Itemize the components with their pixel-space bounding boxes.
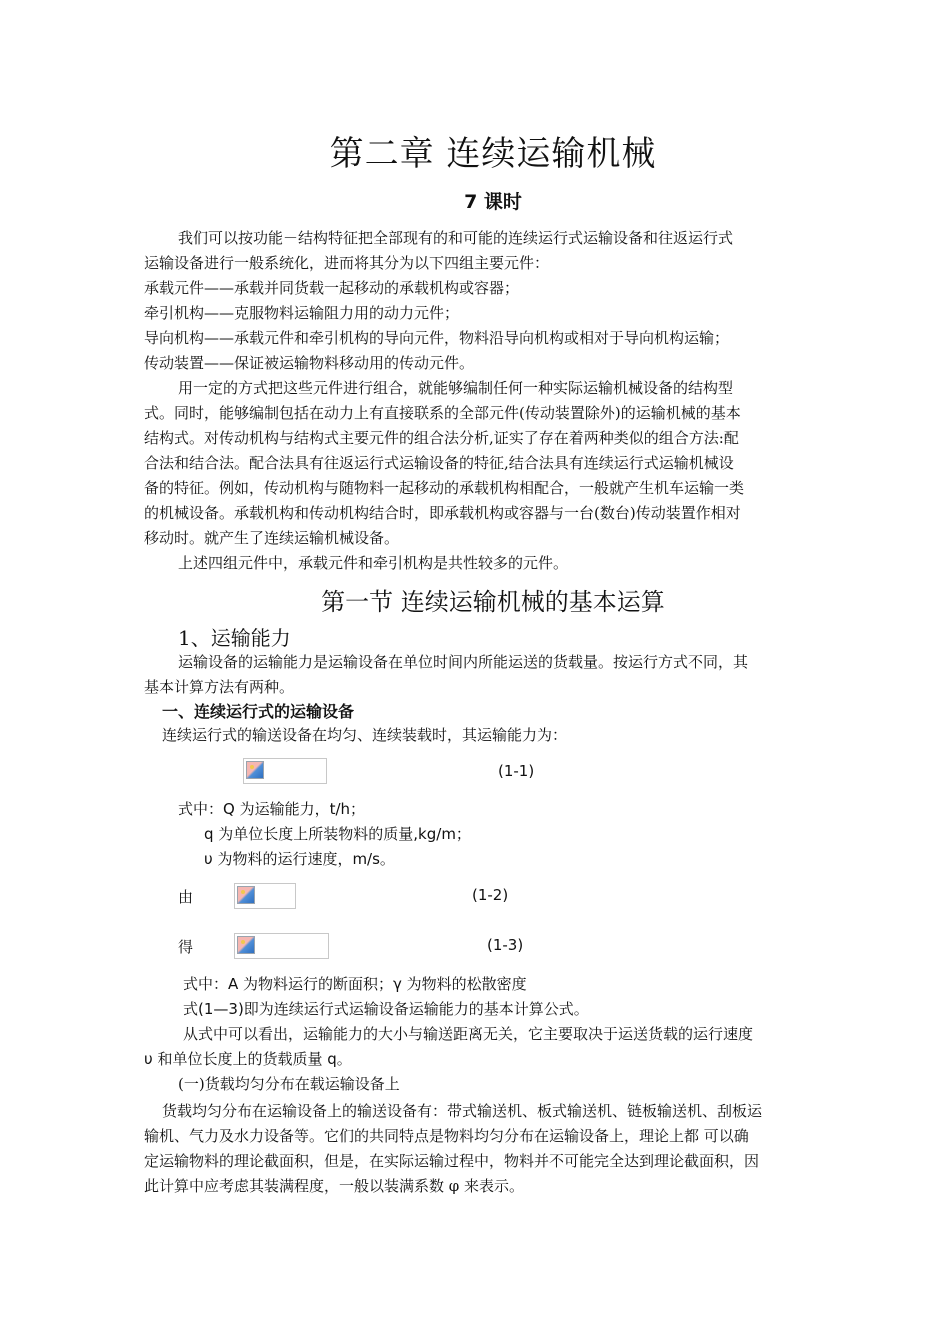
subsection-title: 1、运输能力 [178,626,291,650]
equation-number-1: (1-1) [498,762,535,780]
where-line-2: q 为单位长度上所装物料的质量,kg/m； [204,825,471,843]
uniform-line-3: 定运输物料的理论截面积，但是，在实际运输过程中，物料并不可能完全达到理论截面积，因 [144,1152,760,1170]
uniform-line-1: 货载均匀分布在运输设备上的输送设备有：带式输送机、板式输送机、链板输送机、刮板运 [162,1102,763,1120]
para2-line-5: 备的特征。例如，传动机构与随物料一起移动的承载机构相配合，一般就产生机车运输一类 [144,479,745,497]
para3: 上述四组元件中，承载元件和牵引机构是共性较多的元件。 [178,554,569,572]
get-label: 得 [178,938,194,956]
element-item-1: 承载元件——承载并同货载一起移动的承载机构或容器； [144,279,520,297]
where-line-3: υ 为物料的运行速度，m/s。 [204,850,395,868]
class-hours: 7 课时 [464,191,522,213]
by-label: 由 [178,888,194,906]
equation-number-2: (1-2) [472,886,509,904]
note-line-2: 从式中可以看出，运输能力的大小与输送距离无关，它主要取决于运送货载的运行速度 [183,1025,754,1043]
para2-line-4: 合法和结合法。配合法具有往返运行式运输设备的特征,结合法具有连续运行式运输机械设 [144,454,734,472]
broken-image-icon [246,761,264,779]
broken-image-icon [237,886,255,904]
para2-line-3: 结构式。对传动机构与结构式主要元件的组合法分析,证实了存在着两种类似的组合方法:配 [144,429,739,447]
uniform-line-2: 输机、气力及水力设备等。它们的共同特点是物料均匀分布在运输设备上，理论上都 可以确 [144,1127,749,1145]
subsub-title: (一)货载均匀分布在载运输设备上 [178,1075,400,1093]
equation-number-3: (1-3) [487,936,524,954]
where-line-1: 式中：Q 为运输能力，t/h； [178,800,366,818]
broken-image-icon [237,936,255,954]
where-line-4: 式中：A 为物料运行的断面积；γ 为物料的松散密度 [183,975,527,993]
para2-line-1: 用一定的方式把这些元件进行组合，就能够编制任何一种实际运输机械设备的结构型 [178,379,734,397]
formula-image-1 [243,758,327,784]
intro-line-2: 运输设备进行一般系统化，进而将其分为以下四组主要元件： [144,254,550,272]
para2-line-2: 式。同时，能够编制包括在动力上有直接联系的全部元件(传动装置除外)的运输机械的基本 [144,404,741,422]
note-line-3: υ 和单位长度上的货载质量 q。 [144,1050,352,1068]
element-item-2: 牵引机构——克服物料运输阻力用的动力元件； [144,304,460,322]
continuous-lead: 连续运行式的输送设备在均匀、连续装载时，其运输能力为： [162,726,568,744]
section-title: 第一节 连续运输机械的基本运算 [321,588,665,616]
para2-line-6: 的机械设备。承载机构和传动机构结合时，即承载机构或容器与一台(数台)传动装置作相对 [144,504,741,522]
element-item-3: 导向机构——承载元件和牵引机构的导向元件，物料沿导向机构或相对于导向机构运输； [144,329,730,347]
element-item-4: 传动装置——保证被运输物料移动用的传动元件。 [144,354,475,372]
formula-image-2 [234,883,296,909]
uniform-line-4: 此计算中应考虑其装满程度，一般以装满系数 φ 来表示。 [144,1177,525,1195]
intro-line-1: 我们可以按功能－结构特征把全部现有的和可能的连续运行式运输设备和往返运行式 [178,229,734,247]
note-line-1: 式(1—3)即为连续运行式运输设备运输能力的基本计算公式。 [183,1000,589,1018]
formula-image-3 [234,933,329,959]
capacity-line-1: 运输设备的运输能力是运输设备在单位时间内所能运送的货载量。按运行方式不同，其 [178,653,749,671]
chapter-title: 第二章 连续运输机械 [329,134,657,174]
capacity-line-2: 基本计算方法有两种。 [144,678,295,696]
heading-continuous: 一、连续运行式的运输设备 [162,702,355,721]
para2-line-7: 移动时。就产生了连续运输机械设备。 [144,529,400,547]
